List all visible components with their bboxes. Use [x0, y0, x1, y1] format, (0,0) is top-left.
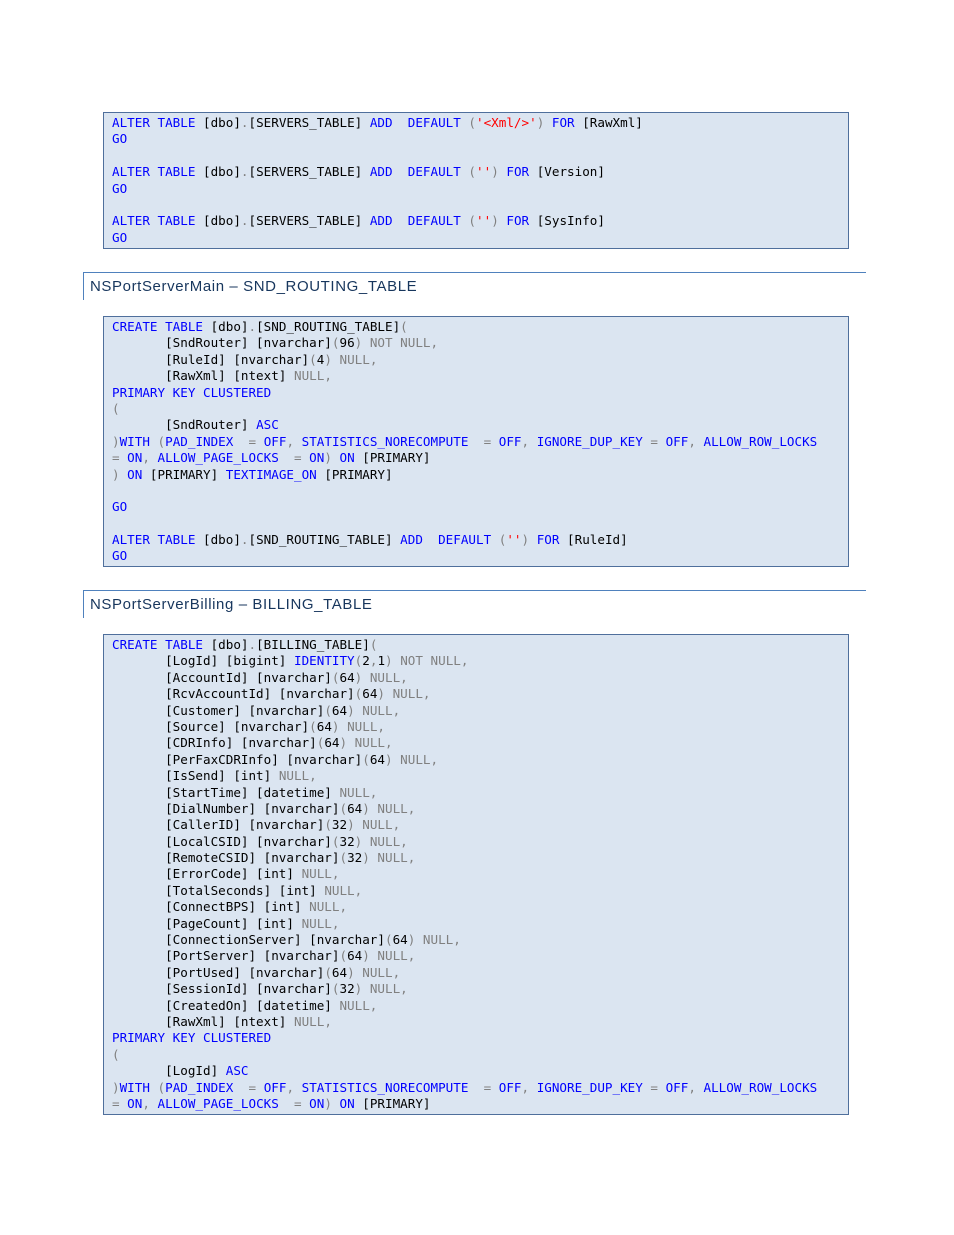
code-line [112, 883, 848, 899]
code-token: [CDRInfo] [nvarchar] [112, 735, 317, 751]
code-line [112, 637, 848, 653]
code-token: [SndRouter] [112, 417, 257, 433]
code-line [112, 866, 848, 882]
code-token: [RuleId] [567, 532, 628, 548]
code-token: 64 [362, 686, 378, 702]
code-token: STATISTICS_NORECOMPUTE [301, 1079, 484, 1095]
code-token: [LocalCSID] [nvarchar] [112, 833, 332, 849]
code-line [112, 801, 848, 817]
code-token: GO [112, 229, 128, 245]
code-token: [PortUsed] [nvarchar] [112, 964, 325, 980]
code-token: '<Xml/>' [476, 115, 537, 130]
code-token: [PRIMARY] [149, 466, 226, 482]
code-line [112, 131, 848, 147]
code-token: ( [468, 213, 477, 229]
code-token: = [112, 450, 128, 466]
code-token: ( [498, 532, 507, 548]
code-line [112, 352, 848, 368]
code-token: ( [354, 653, 363, 669]
code-token: NULL, [278, 768, 317, 784]
code-token: . [240, 213, 249, 229]
code-token: GO [112, 499, 128, 515]
code-token: [IsSend] [int] [112, 768, 279, 784]
code-line [112, 499, 848, 515]
code-token: . [240, 115, 249, 130]
code-token: [Source] [nvarchar] [112, 718, 310, 734]
code-token: 64 [392, 932, 408, 948]
code-line [112, 653, 848, 669]
code-token: [DialNumber] [nvarchar] [112, 800, 340, 816]
code-token: [dbo] [203, 532, 241, 548]
code-token: PRIMARY KEY CLUSTERED [112, 384, 272, 400]
code-token: NULL, [339, 784, 378, 800]
code-token: ( [316, 735, 325, 751]
code-token: [dbo] [203, 164, 241, 180]
code-token: FOR [506, 213, 537, 229]
code-token: GO [112, 548, 128, 564]
code-line [112, 752, 848, 768]
code-line [112, 1096, 848, 1112]
code-token: ON [339, 450, 363, 466]
code-token: NULL, [301, 866, 340, 882]
code-line [112, 899, 848, 915]
code-line [112, 319, 848, 335]
code-token: [SERVERS_TABLE] [248, 213, 370, 229]
code-token: ( [112, 1046, 120, 1062]
code-token: ALTER TABLE [112, 532, 203, 548]
code-token: [RemoteCSID] [nvarchar] [112, 850, 340, 866]
code-token: [PRIMARY] [362, 1095, 431, 1111]
code-token: [dbo] [210, 319, 249, 334]
code-token: 4 [316, 351, 325, 367]
code-token: ( [384, 932, 393, 948]
code-token: IDENTITY [293, 653, 355, 669]
code-token: NULL, [339, 997, 378, 1013]
code-token: 64 [324, 735, 340, 751]
code-token: FOR [506, 164, 537, 180]
code-token: [BILLING_TABLE] [256, 637, 370, 652]
code-token: ) NULL, [347, 964, 401, 980]
code-token: ( [157, 433, 166, 449]
code-line [112, 532, 848, 548]
section-heading-text: NSPortServerBilling – BILLING_TABLE [90, 596, 373, 613]
code-line [112, 817, 848, 833]
code-line [112, 981, 848, 997]
code-line [112, 417, 848, 433]
code-token: . [240, 532, 249, 548]
code-token: ) [112, 433, 120, 449]
code-token: ( [112, 400, 120, 416]
code-line [112, 385, 848, 401]
code-token: ( [339, 948, 348, 964]
code-line [112, 850, 848, 866]
section-heading-text: NSPortServerMain – SND_ROUTING_TABLE [90, 278, 418, 295]
code-token: [RuleId] [nvarchar] [112, 351, 310, 367]
code-token: , [688, 433, 704, 449]
code-token: '' [476, 213, 492, 229]
code-token: ( [331, 669, 340, 685]
code-token: [SERVERS_TABLE] [248, 164, 370, 180]
code-token: OFF [498, 433, 522, 449]
code-line [112, 516, 848, 532]
code-token: FOR [551, 115, 583, 130]
code-token: ON [127, 1095, 143, 1111]
code-token: GO [112, 180, 128, 196]
code-token: ( [339, 850, 348, 866]
code-block-servers-table-defaults [103, 112, 849, 249]
code-token: = [294, 1095, 310, 1111]
code-token: ( [324, 964, 332, 980]
code-token: [TotalSeconds] [int] [112, 882, 325, 898]
code-token: ) [324, 1095, 340, 1111]
code-token: PAD_INDEX [165, 433, 249, 449]
code-token: 32 [347, 850, 363, 866]
code-token: , [286, 1079, 302, 1095]
code-token: ) NULL, [407, 932, 461, 948]
code-token: [PortServer] [nvarchar] [112, 948, 340, 964]
code-token: ( [354, 686, 363, 702]
code-token: [RcvAccountId] [nvarchar] [112, 686, 355, 702]
code-token: [dbo] [203, 213, 241, 229]
code-token: ) NULL, [324, 351, 378, 367]
code-line [112, 670, 848, 686]
code-token: ASC [256, 417, 279, 433]
code-token: [ErrorCode] [int] [112, 866, 302, 882]
code-token: ALLOW_PAGE_LOCKS [157, 450, 294, 466]
code-token: 64 [347, 800, 363, 816]
code-token: ) NULL, [354, 833, 408, 849]
code-token: 32 [339, 981, 355, 997]
code-token: ALTER TABLE [112, 164, 203, 180]
code-line [112, 948, 848, 964]
code-token: ) NULL, [384, 751, 439, 767]
code-line [112, 719, 848, 735]
code-token: 64 [316, 718, 332, 734]
code-token: ) NULL, [362, 850, 416, 866]
code-token: . [240, 164, 249, 180]
code-token: NULL, [324, 882, 363, 898]
code-token: WITH [119, 1079, 158, 1095]
code-token: ) NULL, [347, 702, 401, 718]
code-line [112, 768, 848, 784]
code-token: ( [339, 800, 348, 816]
code-token: ADD DEFAULT [369, 164, 469, 180]
code-token: = [248, 1079, 264, 1095]
code-token: ASC [225, 1063, 249, 1079]
code-token: , [521, 1079, 537, 1095]
code-token: [PRIMARY] [362, 450, 431, 466]
code-block-billing-table [103, 634, 849, 1115]
code-token: [StartTime] [datetime] [112, 784, 340, 800]
code-token: OFF [665, 433, 689, 449]
code-token: GO [112, 131, 128, 147]
code-token: [SessionId] [nvarchar] [112, 981, 332, 997]
code-token: [SERVERS_TABLE] [248, 115, 370, 130]
code-token: 96 [339, 335, 355, 351]
code-token: [CallerID] [nvarchar] [112, 817, 325, 833]
code-token: [AccountId] [nvarchar] [112, 669, 332, 685]
code-line [112, 965, 848, 981]
code-token: ) [112, 466, 128, 482]
code-line [112, 735, 848, 751]
code-token: OFF [498, 1079, 522, 1095]
code-token: ADD DEFAULT [400, 532, 499, 548]
code-token: 64 [347, 948, 363, 964]
code-token: 64 [369, 751, 385, 767]
code-token: NULL, [293, 1013, 332, 1029]
code-token: [SND_ROUTING_TABLE] [256, 319, 401, 334]
code-token: 2 [362, 653, 370, 669]
code-line [112, 115, 848, 131]
code-token: ) NOT NULL, [354, 335, 439, 351]
code-token: '' [476, 164, 492, 180]
code-token: = [248, 433, 264, 449]
code-token: WITH [119, 433, 158, 449]
code-token: ON [309, 1095, 325, 1111]
code-token: , [369, 653, 378, 669]
code-line [112, 483, 848, 499]
code-token: OFF [263, 1079, 287, 1095]
code-token: [PerFaxCDRInfo] [nvarchar] [112, 751, 363, 767]
code-token: ON [127, 450, 143, 466]
code-token: ) NULL, [362, 948, 416, 964]
code-token: [LogId] [bigint] [112, 653, 294, 669]
code-token: [dbo] [210, 637, 249, 652]
code-token: ALLOW_ROW_LOCKS [703, 1079, 818, 1095]
code-token: , [286, 433, 302, 449]
code-line [112, 368, 848, 384]
code-line [112, 834, 848, 850]
code-line [112, 548, 848, 564]
code-token: [ConnectionServer] [nvarchar] [112, 932, 385, 948]
code-token: [CreatedOn] [datetime] [112, 997, 340, 1013]
code-token: ( [324, 817, 332, 833]
code-token: ) NULL, [377, 686, 431, 702]
code-line [112, 467, 848, 483]
code-token: ADD DEFAULT [369, 115, 469, 130]
code-token: ) NULL, [339, 735, 393, 751]
code-line [112, 401, 848, 417]
code-token: ( [468, 115, 477, 130]
code-line [112, 1080, 848, 1096]
code-token: , [142, 450, 158, 466]
code-token: , [521, 433, 537, 449]
code-token: [PRIMARY] [324, 466, 393, 482]
code-line [112, 434, 848, 450]
code-token: 64 [339, 669, 355, 685]
section-heading-snd-routing [83, 272, 866, 300]
code-token: ALTER TABLE [112, 115, 203, 130]
code-token: = [650, 433, 666, 449]
code-token: PAD_INDEX [165, 1079, 249, 1095]
code-token: ( [309, 718, 317, 734]
code-token: ( [400, 319, 408, 334]
code-token: ON [127, 466, 150, 482]
code-token: OFF [263, 433, 287, 449]
code-line [112, 1030, 848, 1046]
code-token: [RawXml] [ntext] [112, 1013, 294, 1029]
code-token: = [650, 1079, 666, 1095]
code-line [112, 335, 848, 351]
code-token: ( [157, 1079, 166, 1095]
code-token: ) [324, 450, 340, 466]
code-token: ) NOT NULL, [385, 653, 469, 669]
code-token: ) [536, 115, 552, 130]
code-token: . [248, 637, 257, 652]
code-token: ALLOW_PAGE_LOCKS [157, 1095, 294, 1111]
code-token: [ConnectBPS] [int] [112, 899, 310, 915]
code-token: [dbo] [203, 115, 241, 130]
code-token: ( [324, 702, 332, 718]
code-token: ADD DEFAULT [369, 213, 469, 229]
code-line [112, 998, 848, 1014]
code-token: ( [309, 351, 317, 367]
code-token: ( [468, 164, 477, 180]
code-token: ON [309, 450, 325, 466]
code-token: = [294, 450, 310, 466]
code-token: ( [331, 981, 340, 997]
code-line [112, 785, 848, 801]
code-token: ) [112, 1079, 120, 1095]
code-token: ) NULL, [362, 800, 416, 816]
code-token: ) NULL, [354, 669, 408, 685]
code-token: 1 [377, 653, 386, 669]
code-token: OFF [665, 1079, 689, 1095]
code-token: [Customer] [nvarchar] [112, 702, 325, 718]
code-token: ON [339, 1095, 363, 1111]
code-line [112, 686, 848, 702]
code-token: [SysInfo] [536, 213, 605, 229]
section-heading-billing [83, 590, 866, 618]
code-line [112, 181, 848, 197]
code-token: ) [521, 532, 537, 548]
code-token: ) [491, 213, 507, 229]
code-line [112, 164, 848, 180]
code-token: 32 [331, 817, 348, 833]
code-token: [Version] [536, 164, 605, 180]
code-token: = [112, 1095, 128, 1111]
code-token: NULL, [309, 899, 348, 915]
code-line [112, 197, 848, 213]
code-token: 64 [331, 964, 348, 980]
code-token: [SND_ROUTING_TABLE] [248, 532, 401, 548]
code-token: NULL, [293, 368, 332, 384]
code-token: [SndRouter] [nvarchar] [112, 335, 332, 351]
code-token: = [483, 1079, 499, 1095]
code-line [112, 1063, 848, 1079]
code-token: ALLOW_ROW_LOCKS [703, 433, 818, 449]
code-token: , [142, 1095, 158, 1111]
code-line [112, 1014, 848, 1030]
code-token: [LogId] [112, 1063, 226, 1079]
code-token: 64 [331, 702, 348, 718]
code-token: PRIMARY KEY CLUSTERED [112, 1030, 272, 1046]
code-line [112, 703, 848, 719]
code-token: IGNORE_DUP_KEY [536, 1079, 651, 1095]
code-line [112, 1047, 848, 1063]
code-token: [RawXml] [582, 115, 643, 130]
code-token: CREATE TABLE [112, 319, 211, 334]
code-token: IGNORE_DUP_KEY [536, 433, 651, 449]
code-token: , [688, 1079, 704, 1095]
code-token: TEXTIMAGE_ON [225, 466, 325, 482]
code-token: ( [369, 637, 378, 652]
code-token: STATISTICS_NORECOMPUTE [301, 433, 484, 449]
code-token: ) NULL, [354, 981, 408, 997]
code-token: = [483, 433, 499, 449]
code-token: [RawXml] [ntext] [112, 368, 294, 384]
code-token: ) NULL, [347, 817, 401, 833]
code-line [112, 450, 848, 466]
code-line [112, 230, 848, 246]
code-token: ALTER TABLE [112, 213, 203, 229]
code-token: NULL, [301, 915, 340, 931]
code-token: ( [331, 833, 340, 849]
code-token: ) NULL, [331, 718, 385, 734]
code-token: . [248, 319, 257, 334]
code-token: '' [506, 532, 522, 548]
code-token: CREATE TABLE [112, 637, 211, 652]
code-line [112, 213, 848, 229]
code-block-snd-routing-table [103, 316, 849, 567]
code-token: 32 [339, 833, 355, 849]
code-token: ( [362, 751, 370, 767]
code-line [112, 916, 848, 932]
code-line [112, 148, 848, 164]
code-token: [PageCount] [int] [112, 915, 302, 931]
code-line [112, 932, 848, 948]
code-token: ( [331, 335, 340, 351]
code-token: FOR [536, 532, 568, 548]
code-token: ) [491, 164, 507, 180]
